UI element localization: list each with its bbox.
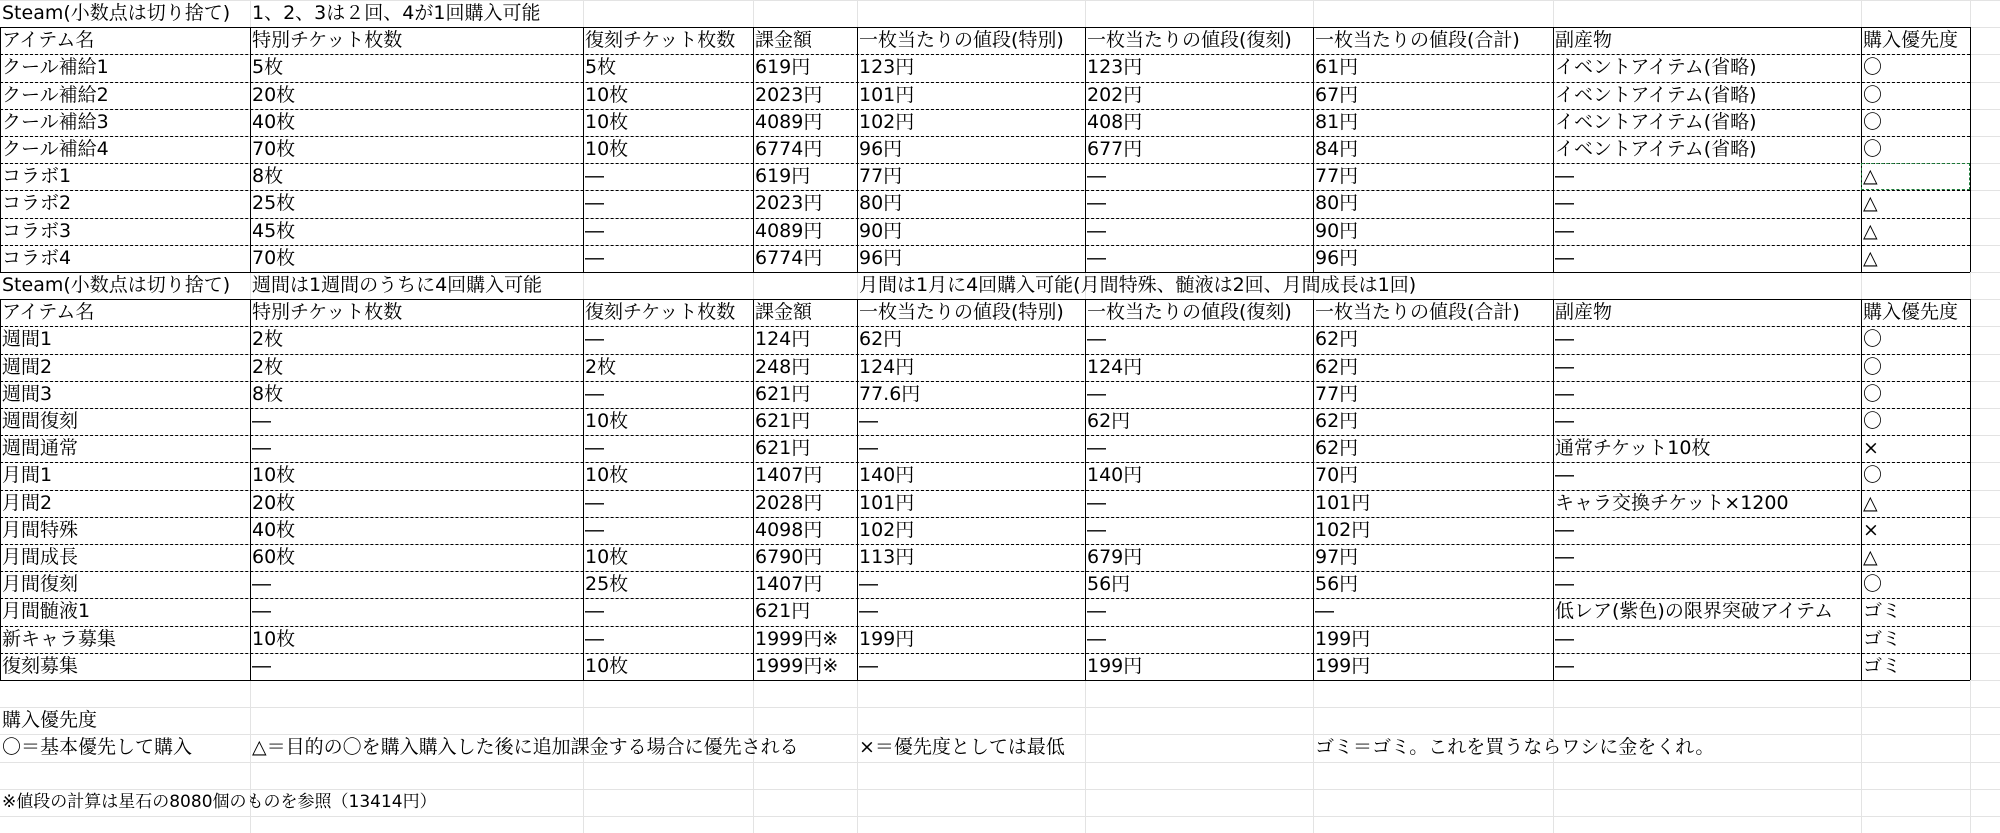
cell[interactable]: ― [1087, 220, 1106, 242]
cell[interactable]: クール補給1 [2, 56, 109, 78]
table-row [0, 218, 2000, 245]
cell[interactable]: クール補給2 [2, 84, 109, 106]
cell[interactable]: △ [1863, 192, 1878, 214]
table-border [0, 598, 1970, 599]
cell[interactable]: 課金額 [755, 29, 813, 51]
cell[interactable]: 679円 [1087, 546, 1143, 568]
cell[interactable]: 購入優先度 [1863, 29, 1959, 51]
table-border [0, 136, 1970, 137]
cell[interactable]: ― [585, 247, 604, 269]
cell[interactable]: 一枚当たりの値段(合計) [1315, 29, 1520, 51]
cell[interactable]: 113円 [859, 546, 915, 568]
table-border [0, 490, 1970, 491]
cell[interactable]: ― [1087, 628, 1106, 650]
cell[interactable]: 96円 [859, 138, 903, 160]
table-border [857, 299, 858, 680]
table-border [0, 653, 1970, 654]
cell[interactable]: ― [1087, 383, 1106, 405]
cell[interactable]: 77円 [859, 165, 903, 187]
table-border [0, 27, 1970, 28]
cell[interactable]: 619円 [755, 165, 811, 187]
cell[interactable]: クール補給4 [2, 138, 109, 160]
cell[interactable]: △ [1863, 492, 1878, 514]
table-border [0, 245, 1970, 246]
cell[interactable]: 一枚当たりの値段(復刻) [1087, 301, 1292, 323]
cell[interactable]: 2023円 [755, 192, 823, 214]
cell[interactable]: 週間3 [2, 383, 53, 405]
cell[interactable]: ― [585, 437, 604, 459]
table-border [0, 571, 1970, 572]
cell[interactable]: 20枚 [252, 492, 296, 514]
cell[interactable]: 45枚 [252, 220, 296, 242]
table-row [0, 435, 2000, 462]
cell[interactable]: 10枚 [252, 628, 296, 650]
selected-cell-indicator [1861, 163, 1970, 190]
table-border [0, 435, 1970, 436]
cell[interactable]: 248円 [755, 356, 811, 378]
cell[interactable]: ― [1555, 655, 1574, 677]
cell[interactable]: 一枚当たりの値段(特別) [859, 301, 1064, 323]
cell[interactable]: 621円 [755, 410, 811, 432]
cell[interactable]: 199円 [1087, 655, 1143, 677]
table-border [0, 299, 1970, 300]
legend-item[interactable]: △＝目的の〇を購入購入した後に追加課金する場合に優先される [252, 736, 799, 758]
cell[interactable]: 4089円 [755, 111, 823, 133]
table-row [0, 190, 2000, 217]
cell[interactable]: 副産物 [1555, 29, 1613, 51]
cell[interactable]: ― [1555, 192, 1574, 214]
cell[interactable]: × [1863, 437, 1879, 459]
legend-title[interactable]: 購入優先度 [2, 709, 98, 731]
cell[interactable]: Steam(小数点は切り捨て) [2, 274, 231, 296]
cell[interactable]: 〇 [1863, 410, 1883, 432]
cell[interactable]: 10枚 [585, 138, 629, 160]
table-border [1970, 299, 1971, 680]
cell[interactable]: 20枚 [252, 84, 296, 106]
table-row [0, 571, 2000, 598]
cell[interactable]: 特別チケット枚数 [252, 29, 403, 51]
cell[interactable]: 97円 [1315, 546, 1359, 568]
note-row [0, 789, 2000, 816]
cell[interactable]: ― [252, 437, 271, 459]
table-border [1553, 27, 1554, 272]
cell[interactable]: 621円 [755, 383, 811, 405]
cell[interactable]: 619円 [755, 56, 811, 78]
cell[interactable]: ― [859, 410, 878, 432]
table2-heading [0, 272, 2000, 299]
cell[interactable]: 週間通常 [2, 437, 79, 459]
table-border [1085, 27, 1086, 272]
table-border [0, 544, 1970, 545]
cell[interactable]: 週間は1週間のうちに4回購入可能 [252, 274, 543, 296]
table-border [1970, 27, 1971, 272]
table-row [0, 598, 2000, 625]
cell[interactable]: 62円 [859, 328, 903, 350]
cell[interactable]: 81円 [1315, 111, 1359, 133]
cell[interactable]: 62円 [1087, 410, 1131, 432]
table-border [857, 27, 858, 272]
cell[interactable]: 1999円※ [755, 628, 839, 650]
cell[interactable]: 6790円 [755, 546, 823, 568]
cell[interactable]: ― [859, 573, 878, 595]
cell[interactable]: ― [1555, 165, 1574, 187]
cell[interactable]: 101円 [859, 492, 915, 514]
cell[interactable]: 102円 [859, 519, 915, 541]
cell[interactable]: ― [585, 519, 604, 541]
cell[interactable]: ― [1555, 573, 1574, 595]
cell[interactable]: 月間特殊 [2, 519, 79, 541]
cell[interactable]: 80円 [1315, 192, 1359, 214]
cell[interactable]: ― [1087, 437, 1106, 459]
table-row [0, 462, 2000, 489]
cell[interactable]: 199円 [859, 628, 915, 650]
cell[interactable]: 週間1 [2, 328, 53, 350]
cell[interactable]: 低レア(紫色)の限界突破アイテム [1555, 600, 1834, 622]
cell[interactable]: 62円 [1315, 410, 1359, 432]
cell[interactable]: ― [252, 655, 271, 677]
cell[interactable]: イベントアイテム(省略) [1555, 111, 1757, 133]
cell[interactable]: ― [1087, 600, 1106, 622]
cell[interactable]: 77円 [1315, 383, 1359, 405]
cell[interactable]: 62円 [1315, 328, 1359, 350]
cell[interactable]: 通常チケット10枚 [1555, 437, 1711, 459]
table-border [1553, 299, 1554, 680]
table-border [1313, 27, 1314, 272]
cell[interactable]: ゴミ [1863, 628, 1902, 650]
cell[interactable]: 124円 [755, 328, 811, 350]
cell[interactable]: 77.6円 [859, 383, 921, 405]
table-border [0, 381, 1970, 382]
cell[interactable]: 購入優先度 [1863, 301, 1959, 323]
table-row [0, 626, 2000, 653]
cell[interactable]: 621円 [755, 437, 811, 459]
cell[interactable]: 25枚 [252, 192, 296, 214]
cell[interactable]: 80円 [859, 192, 903, 214]
cell[interactable]: ― [252, 600, 271, 622]
table1-header-row [0, 27, 2000, 54]
cell[interactable]: 56円 [1087, 573, 1131, 595]
cell[interactable]: 一枚当たりの値段(復刻) [1087, 29, 1292, 51]
cell[interactable]: 〇 [1863, 111, 1883, 133]
cell[interactable]: 10枚 [585, 655, 629, 677]
cell[interactable]: ― [585, 220, 604, 242]
table-border [0, 326, 1970, 327]
cell[interactable]: ― [252, 410, 271, 432]
cell[interactable]: 〇 [1863, 573, 1883, 595]
cell[interactable]: 102円 [1315, 519, 1371, 541]
cell[interactable]: 月間成長 [2, 546, 79, 568]
cell[interactable]: ― [585, 492, 604, 514]
table2-header-row [0, 299, 2000, 326]
cell[interactable]: 課金額 [755, 301, 813, 323]
cell[interactable]: 677円 [1087, 138, 1143, 160]
cell[interactable]: 〇 [1863, 56, 1883, 78]
cell[interactable]: 2028円 [755, 492, 823, 514]
cell[interactable]: 62円 [1315, 356, 1359, 378]
cell[interactable]: ― [1555, 519, 1574, 541]
cell[interactable]: 新キャラ募集 [2, 628, 117, 650]
cell[interactable]: ― [1087, 519, 1106, 541]
table-border [0, 218, 1970, 219]
cell[interactable]: 〇 [1863, 383, 1883, 405]
cell[interactable]: △ [1863, 247, 1878, 269]
table-border [1861, 299, 1862, 680]
cell[interactable]: 5枚 [252, 56, 284, 78]
cell[interactable]: ― [585, 328, 604, 350]
table-border [1085, 299, 1086, 680]
cell[interactable]: 10枚 [585, 410, 629, 432]
cell[interactable]: 124円 [859, 356, 915, 378]
cell[interactable]: ― [859, 437, 878, 459]
cell[interactable]: 6774円 [755, 247, 823, 269]
cell[interactable]: 6774円 [755, 138, 823, 160]
cell[interactable]: 40枚 [252, 111, 296, 133]
table-row [0, 326, 2000, 353]
cell[interactable]: 67円 [1315, 84, 1359, 106]
cell[interactable]: 復刻募集 [2, 655, 79, 677]
table-row [0, 517, 2000, 544]
table-row [0, 381, 2000, 408]
cell[interactable]: アイテム名 [2, 29, 95, 51]
cell[interactable]: 70枚 [252, 247, 296, 269]
cell[interactable]: 123円 [1087, 56, 1143, 78]
cell[interactable]: 2023円 [755, 84, 823, 106]
cell[interactable]: ― [1555, 546, 1574, 568]
cell[interactable]: 62円 [1315, 437, 1359, 459]
table-border [1861, 27, 1862, 272]
cell[interactable]: ― [585, 192, 604, 214]
table-border [0, 109, 1970, 110]
cell[interactable]: 10枚 [585, 464, 629, 486]
cell[interactable]: 10枚 [585, 546, 629, 568]
cell[interactable]: 〇 [1863, 84, 1883, 106]
table-border [0, 54, 1970, 55]
cell[interactable]: 8枚 [252, 165, 284, 187]
cell[interactable]: ― [1555, 383, 1574, 405]
table-row [0, 163, 2000, 190]
legend-item[interactable]: ×＝優先度としては最低 [859, 736, 1065, 758]
cell[interactable]: 2枚 [252, 356, 284, 378]
cell[interactable]: 96円 [859, 247, 903, 269]
cell[interactable]: 2枚 [252, 328, 284, 350]
cell[interactable]: 5枚 [585, 56, 617, 78]
cell[interactable]: 月間2 [2, 492, 53, 514]
cell[interactable]: ― [585, 165, 604, 187]
cell[interactable]: 1、2、3は２回、4が1回購入可能 [252, 2, 541, 24]
cell[interactable]: 4098円 [755, 519, 823, 541]
table-row [0, 54, 2000, 81]
cell[interactable]: ― [859, 655, 878, 677]
table-border [0, 190, 1970, 191]
cell[interactable]: ― [1555, 328, 1574, 350]
table-border [0, 680, 1970, 681]
cell[interactable]: 70枚 [252, 138, 296, 160]
cell[interactable]: 〇 [1863, 328, 1883, 350]
cell[interactable]: 月間1 [2, 464, 53, 486]
cell[interactable]: ― [1087, 328, 1106, 350]
cell[interactable]: 124円 [1087, 356, 1143, 378]
table-border [1313, 299, 1314, 680]
cell[interactable]: 84円 [1315, 138, 1359, 160]
cell[interactable]: イベントアイテム(省略) [1555, 56, 1757, 78]
table-row [0, 490, 2000, 517]
cell[interactable]: 199円 [1315, 628, 1371, 650]
legend-title-row [0, 707, 2000, 734]
cell[interactable]: キャラ交換チケット×1200 [1555, 492, 1789, 514]
table-border [583, 27, 584, 272]
cell[interactable]: 〇 [1863, 356, 1883, 378]
cell[interactable]: 〇 [1863, 464, 1883, 486]
cell[interactable]: 復刻チケット枚数 [585, 301, 736, 323]
table-border [250, 299, 251, 680]
cell[interactable]: × [1863, 519, 1879, 541]
cell[interactable]: 一枚当たりの値段(特別) [859, 29, 1064, 51]
legend-item[interactable]: ゴミ＝ゴミ。これを買うならワシに金をくれ。 [1315, 736, 1715, 758]
cell[interactable]: コラボ2 [2, 192, 72, 214]
cell[interactable]: イベントアイテム(省略) [1555, 84, 1757, 106]
table-border [0, 462, 1970, 463]
cell[interactable]: ― [859, 600, 878, 622]
cell[interactable]: ― [1555, 410, 1574, 432]
cell[interactable]: ― [1087, 165, 1106, 187]
cell[interactable]: 1407円 [755, 573, 823, 595]
cell[interactable]: コラボ3 [2, 220, 72, 242]
cell[interactable]: 90円 [859, 220, 903, 242]
cell[interactable]: 77円 [1315, 165, 1359, 187]
table-border [0, 163, 1970, 164]
cell[interactable]: 61円 [1315, 56, 1359, 78]
cell[interactable]: アイテム名 [2, 301, 95, 323]
cell[interactable]: ― [1555, 356, 1574, 378]
cell[interactable]: 25枚 [585, 573, 629, 595]
cell[interactable]: ― [1555, 464, 1574, 486]
cell[interactable]: 復刻チケット枚数 [585, 29, 736, 51]
cell[interactable]: ― [585, 383, 604, 405]
table-row [0, 544, 2000, 571]
table-border [753, 27, 754, 272]
table-border [0, 408, 1970, 409]
table-border [0, 299, 1, 680]
table-border [0, 354, 1970, 355]
cell[interactable]: 90円 [1315, 220, 1359, 242]
cell[interactable]: ゴミ [1863, 655, 1902, 677]
cell[interactable]: ― [585, 628, 604, 650]
table-border [0, 27, 1, 272]
cell[interactable]: 月間髄液1 [2, 600, 91, 622]
cell[interactable]: 10枚 [585, 84, 629, 106]
cell[interactable]: ― [1087, 192, 1106, 214]
grid-line [0, 762, 2000, 763]
cell[interactable]: 週間2 [2, 356, 53, 378]
cell[interactable]: 101円 [1315, 492, 1371, 514]
table-border [0, 626, 1970, 627]
cell[interactable]: 一枚当たりの値段(合計) [1315, 301, 1520, 323]
cell[interactable]: ゴミ [1863, 600, 1902, 622]
cell[interactable]: ― [252, 573, 271, 595]
cell[interactable]: 副産物 [1555, 301, 1613, 323]
cell[interactable]: △ [1863, 165, 1878, 187]
cell[interactable]: 10枚 [585, 111, 629, 133]
cell[interactable]: ― [585, 600, 604, 622]
table-row [0, 653, 2000, 680]
cell[interactable]: 408円 [1087, 111, 1143, 133]
table-row [0, 245, 2000, 272]
table-row [0, 408, 2000, 435]
cell[interactable]: 96円 [1315, 247, 1359, 269]
cell[interactable]: クール補給3 [2, 111, 109, 133]
cell[interactable]: 140円 [1087, 464, 1143, 486]
cell[interactable]: 60枚 [252, 546, 296, 568]
legend-row [0, 734, 2000, 761]
table-border [250, 27, 251, 272]
cell[interactable]: 4089円 [755, 220, 823, 242]
grid-line [0, 816, 2000, 817]
cell[interactable]: 特別チケット枚数 [252, 301, 403, 323]
table-border [753, 299, 754, 680]
cell[interactable]: ― [1555, 220, 1574, 242]
cell[interactable]: 〇 [1863, 138, 1883, 160]
table-row [0, 354, 2000, 381]
table-border [583, 299, 584, 680]
cell[interactable]: 1407円 [755, 464, 823, 486]
table-row [0, 82, 2000, 109]
table-row [0, 136, 2000, 163]
cell[interactable]: 2枚 [585, 356, 617, 378]
cell[interactable]: △ [1863, 546, 1878, 568]
cell[interactable]: 102円 [859, 111, 915, 133]
table1-heading [0, 0, 2000, 27]
cell[interactable]: 40枚 [252, 519, 296, 541]
cell[interactable]: 月間復刻 [2, 573, 79, 595]
cell[interactable]: 70円 [1315, 464, 1359, 486]
cell[interactable]: 140円 [859, 464, 915, 486]
cell[interactable]: 10枚 [252, 464, 296, 486]
cell[interactable]: 621円 [755, 600, 811, 622]
price-note[interactable]: ※値段の計算は星石の8080個のものを参照（13414円） [2, 792, 437, 812]
cell[interactable]: 199円 [1315, 655, 1371, 677]
cell[interactable]: ― [1555, 628, 1574, 650]
cell[interactable]: ― [1555, 247, 1574, 269]
table-row [0, 109, 2000, 136]
cell[interactable]: 101円 [859, 84, 915, 106]
cell[interactable]: 202円 [1087, 84, 1143, 106]
cell[interactable]: 123円 [859, 56, 915, 78]
legend-item[interactable]: 〇＝基本優先して購入 [2, 736, 193, 758]
cell[interactable]: 56円 [1315, 573, 1359, 595]
cell[interactable]: イベントアイテム(省略) [1555, 138, 1757, 160]
table-border [0, 272, 1970, 273]
cell[interactable]: コラボ4 [2, 247, 72, 269]
table-border [0, 517, 1970, 518]
table-border [0, 82, 1970, 83]
cell[interactable]: 月間は1月に4回購入可能(月間特殊、髄液は2回、月間成長は1回) [859, 274, 1417, 296]
cell[interactable]: △ [1863, 220, 1878, 242]
cell[interactable]: Steam(小数点は切り捨て) [2, 2, 231, 24]
cell[interactable]: ― [1315, 600, 1334, 622]
cell[interactable]: 8枚 [252, 383, 284, 405]
cell[interactable]: ― [1087, 492, 1106, 514]
cell[interactable]: コラボ1 [2, 165, 72, 187]
cell[interactable]: 週間復刻 [2, 410, 79, 432]
cell[interactable]: 1999円※ [755, 655, 839, 677]
cell[interactable]: ― [1087, 247, 1106, 269]
